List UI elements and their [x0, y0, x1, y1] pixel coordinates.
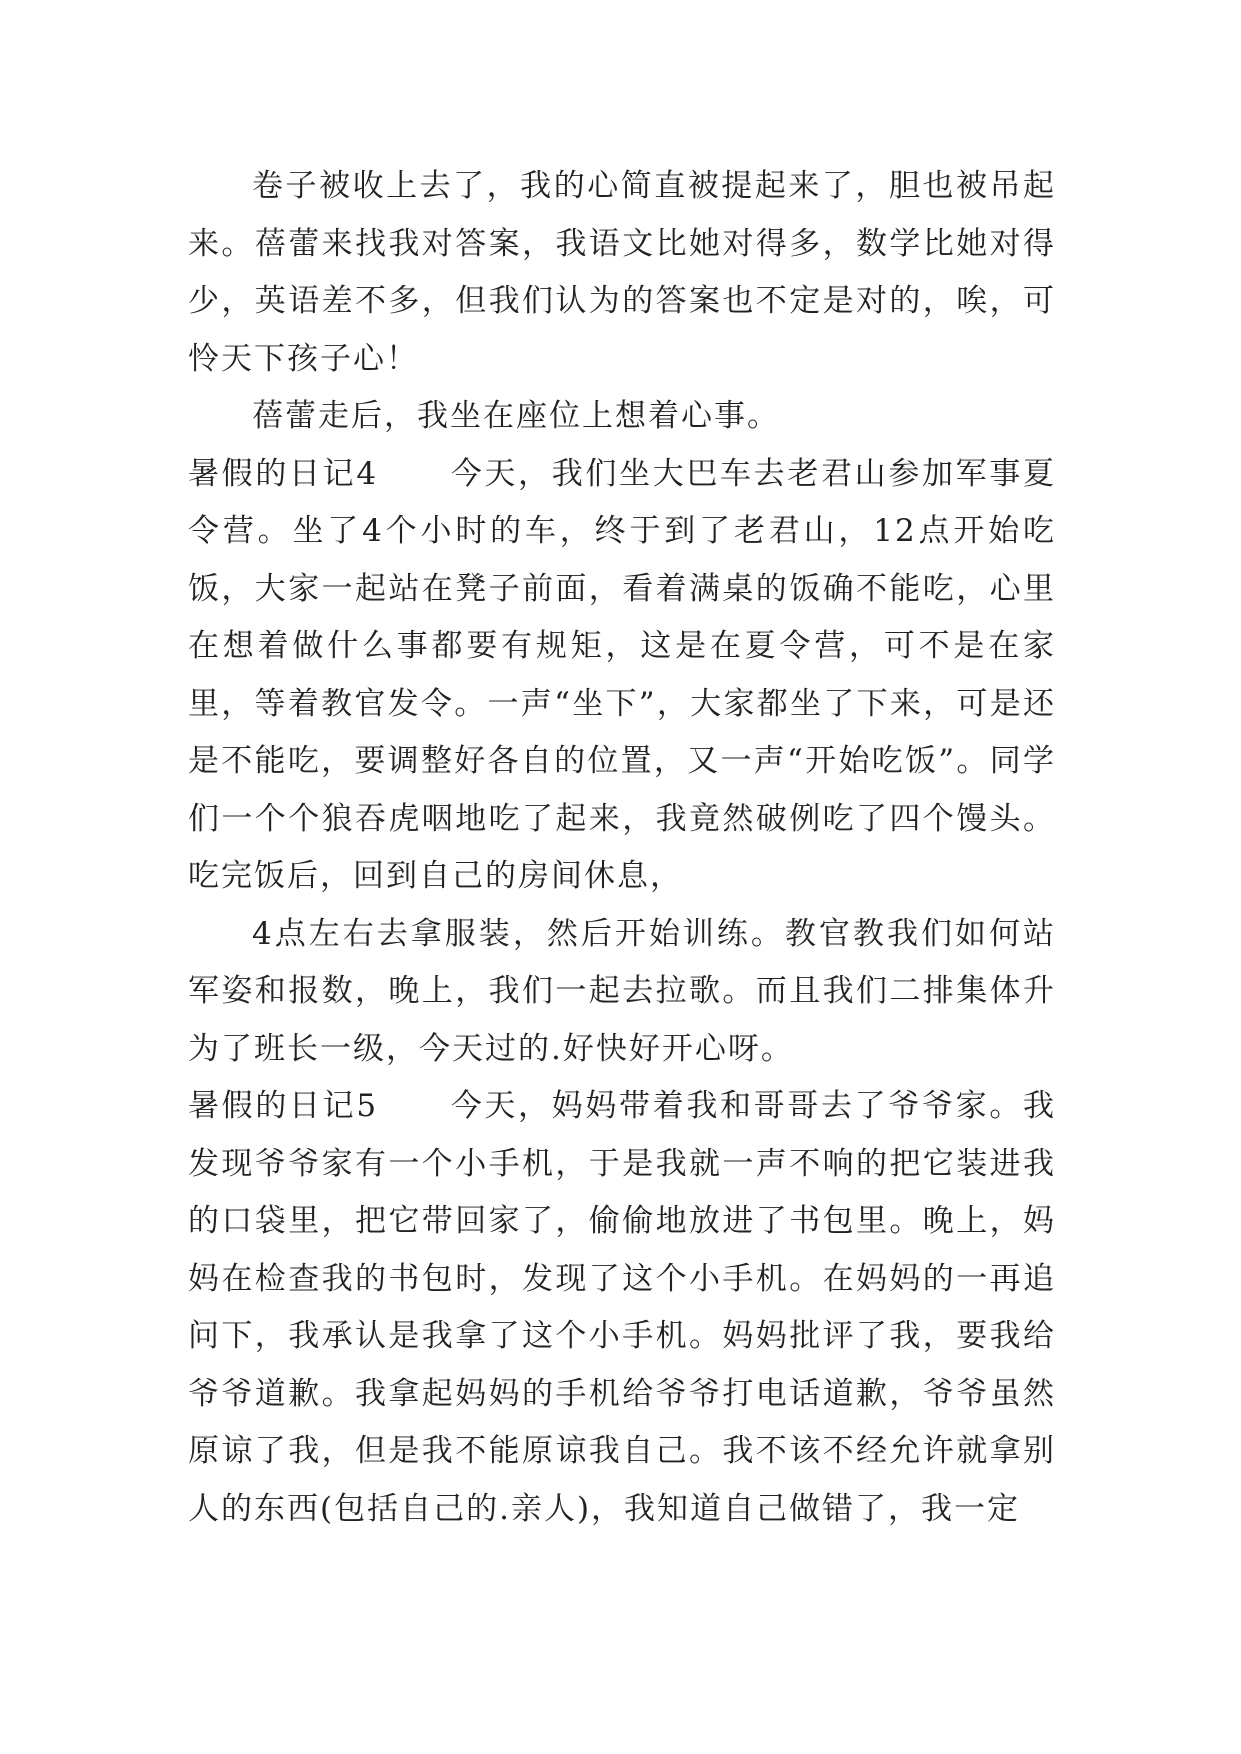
document-page [188, 158, 1056, 1538]
diary-entry-5 [188, 1078, 1056, 1538]
paragraph [188, 906, 1056, 1079]
paragraph [188, 158, 1056, 388]
diary-entry-4 [188, 446, 1056, 906]
paragraph-text: 今天，妈妈带着我和哥哥去了爷爷家。我发现爷爷家有一个小手机，于是我就一声不响的把它装进我的口袋里，把它带回家了，偷偷地放进了书包里。晚上，妈妈在检查我的书包时，发现了这个小手机。在妈妈的一再追问下，我承认是我拿了这个小手机。妈妈批评了我，要我给爷爷道歉。我拿起妈妈的手机给爷爷打电话道歉，爷爷虽然原谅了我，但是我不能原谅我自己。我不该不经允许就拿别人的东西(包括自己的.亲人)，我知道自己做错了，我一定 [188, 1088, 1056, 1527]
paragraph-text: 蓓蕾走后，我坐在座位上想着心事。 [252, 398, 780, 434]
diary-title: 暑假的日记5 [188, 1088, 379, 1124]
paragraph-text: 4点左右去拿服装，然后开始训练。教官教我们如何站军姿和报数，晚上，我们一起去拉歌。而且我们二排集体升为了班长一级，今天过的.好快好开心呀。 [188, 915, 1056, 1067]
paragraph-text: 卷子被收上去了，我的心简直被提起来了，胆也被吊起来。蓓蕾来找我对答案，我语文比她对得多，数学比她对得少，英语差不多，但我们认为的答案也不定是对的，唉，可怜天下孩子心！ [188, 168, 1056, 377]
diary-title: 暑假的日记4 [188, 455, 379, 492]
paragraph [188, 388, 1056, 446]
paragraph-text: 今天，我们坐大巴车去老君山参加军事夏令营。坐了4个小时的车，终于到了老君山，12点开始吃饭，大家一起站在凳子前面，看着满桌的饭确不能吃，心里在想着做什么事都要有规矩，这是在夏令营，可不是在家里，等着教官发令。一声“坐下”，大家都坐了下来，可是还是不能吃，要调整好各自的位置，又一声“开始吃饭”。同学们一个个狼吞虎咽地吃了起来，我竟然破例吃了四个馒头。吃完饭后，回到自己的房间休息， [188, 455, 1056, 894]
